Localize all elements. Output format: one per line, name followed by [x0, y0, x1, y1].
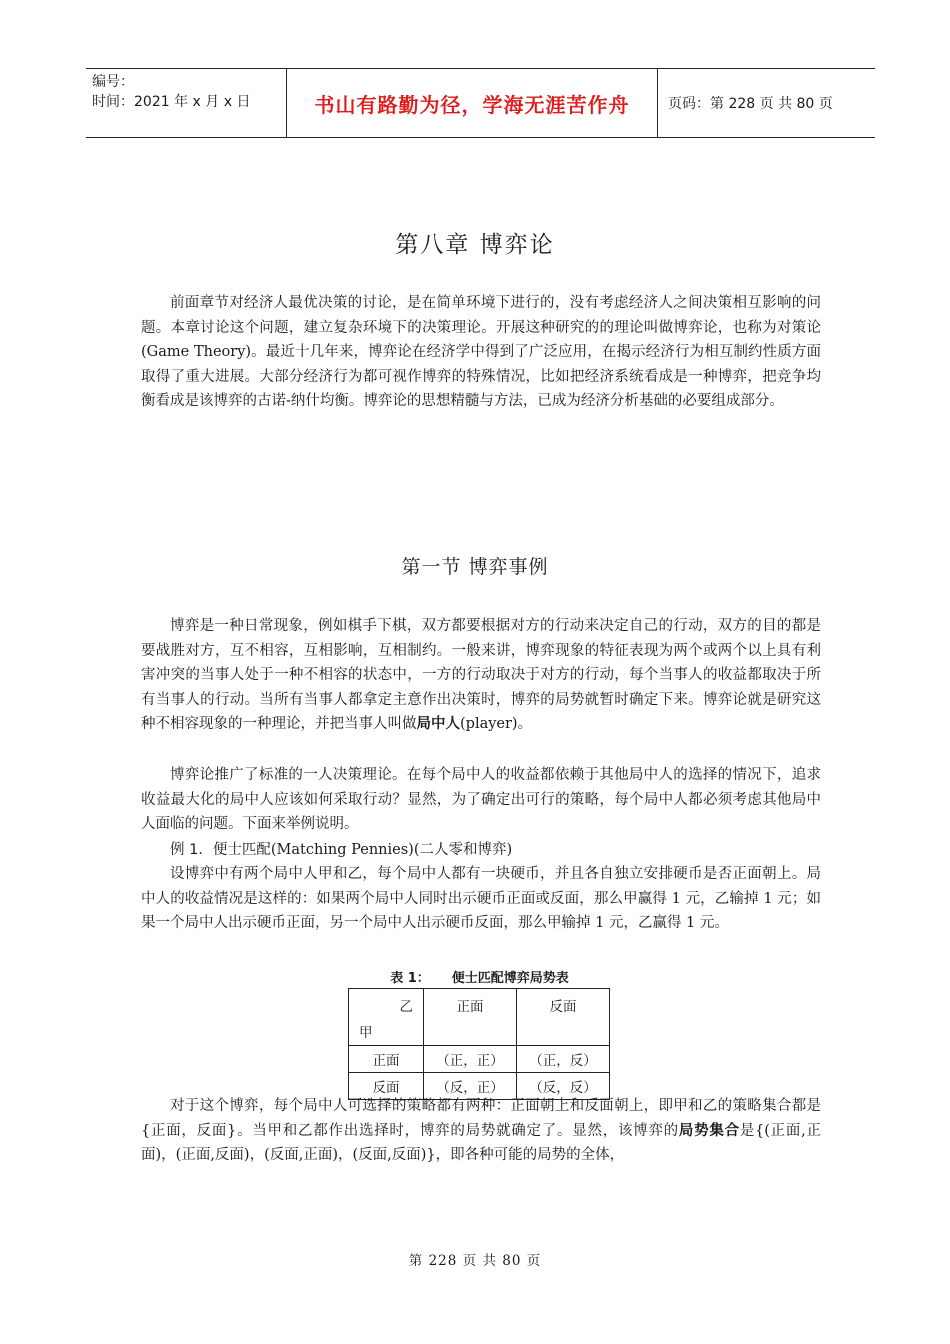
corner-row-label: 甲	[359, 1025, 373, 1041]
header-meta	[86, 69, 286, 137]
corner-col-label: 乙	[399, 999, 413, 1015]
example-subtitle: (Matching Pennies)(二人零和博弈)	[270, 842, 513, 858]
intro-paragraph: 前面章节对经济人最优决策的讨论，是在简单环境下进行的，没有考虑经济人之间决策相互影响的问题。本章讨论这个问题，建立复杂环境下的决策理论。开展这种研究的的理论叫做博弈论，也称为对策论(Game Theory)。最近十几年来，博弈论在经济学中得到了广泛应用，在揭示经济行为相互制约性质方面取得了重大进展。大部分经济行为都可视作博弈的特殊情况，比如把经济系统看成是一种博弈，把竞争均衡看成是该博弈的古诺-纳什均衡。博弈论的思想精髓与方法，已成为经济分析基础的必要组成部分。	[141, 295, 821, 410]
col-header: 反面	[517, 989, 610, 1046]
paragraph-4	[141, 1094, 821, 1168]
row-header: 反面	[349, 1073, 424, 1100]
page-header	[86, 68, 875, 138]
term-situation-set: 局势集合	[678, 1122, 740, 1139]
row-header: 正面	[349, 1046, 424, 1073]
paragraph-1	[141, 614, 821, 737]
payoff-table	[348, 988, 610, 1100]
paragraph-1-tail: (player)。	[460, 716, 533, 733]
table-cell: （反，反）	[517, 1073, 610, 1100]
page-footer: 第 228 页 共 80 页	[408, 1253, 542, 1269]
chapter-title: 第八章 博弈论	[395, 232, 555, 258]
paragraph-3: 设博弈中有两个局中人甲和乙，每个局中人都有一块硬币，并且各自独立安排硬币是否正面朝上。局中人的收益情况是这样的：如果两个局中人同时出示硬币正面或反面，那么甲赢得 1 元，乙输掉 1 元；如果一个局中人出示硬币正面，另一个局中人出示硬币反面，那么甲输掉 1 元，乙赢得 1 元。	[141, 866, 821, 932]
table-caption	[348, 967, 611, 986]
time-label: 时间：2021 年 x 月 x 日	[92, 94, 251, 110]
table-cell: （反，正）	[424, 1073, 517, 1100]
paragraph-1-text: 博弈是一种日常现象，例如棋手下棋，双方都要根据对方的行动来决定自己的行动，双方的目的都是要战胜对方，互不相容，互相影响，互相制约。一般来讲，博弈现象的特征表现为两个或两个以上具有利害冲突的当事人处于一种不相容的状态中，一方的行动取决于对方的行动，每个当事人的收益都取决于所有当事人的行动。当所有当事人都拿定主意作出决策时，博弈的局势就暂时确定下来。博弈论就是研究这种不相容现象的一种理论，并把当事人叫做	[141, 618, 821, 733]
example-label: 例 1．便士匹配	[170, 842, 271, 858]
number-label: 编号：	[92, 74, 134, 90]
table-cell: （正，正）	[424, 1046, 517, 1073]
paragraph-4-text-1: 对于这个博弈，每个局中人可选择的策略都有两种：正面朝上和反面朝上，即甲和乙的策略集合都是{正面，反面}。当甲和乙都作出选择时，博弈的局势就确定了。显然，该博弈的	[141, 1098, 821, 1139]
term-player: 局中人	[416, 716, 460, 733]
example-heading	[141, 838, 821, 863]
table-caption-number: 表 1：	[390, 971, 430, 986]
col-header: 正面	[424, 989, 517, 1046]
table-header-row	[349, 989, 610, 1046]
section-title: 第一节 博弈事例	[401, 556, 549, 578]
table-corner-cell	[349, 989, 424, 1046]
paragraph-2: 博弈论推广了标准的一人决策理论。在每个局中人的收益都依赖于其他局中人的选择的情况下，追求收益最大化的局中人应该如何采取行动？显然，为了确定出可行的策略，每个局中人都必须考虑其他局中人面临的问题。下面来举例说明。	[141, 767, 821, 833]
table-caption-title: 便士匹配博弈局势表	[451, 971, 569, 986]
paragraph-4-text-2: 是{(正面,正面)，(正面,反面)，(反面,正面)，(反面,反面)}，即各种可能的局势的全体，	[141, 1122, 821, 1164]
motto: 书山有路勤为径，学海无涯苦作舟	[286, 69, 658, 137]
header-page-info: 页码：第 228 页 共 80 页	[668, 96, 833, 112]
table-row	[349, 1046, 610, 1073]
table-cell: （正，反）	[517, 1046, 610, 1073]
